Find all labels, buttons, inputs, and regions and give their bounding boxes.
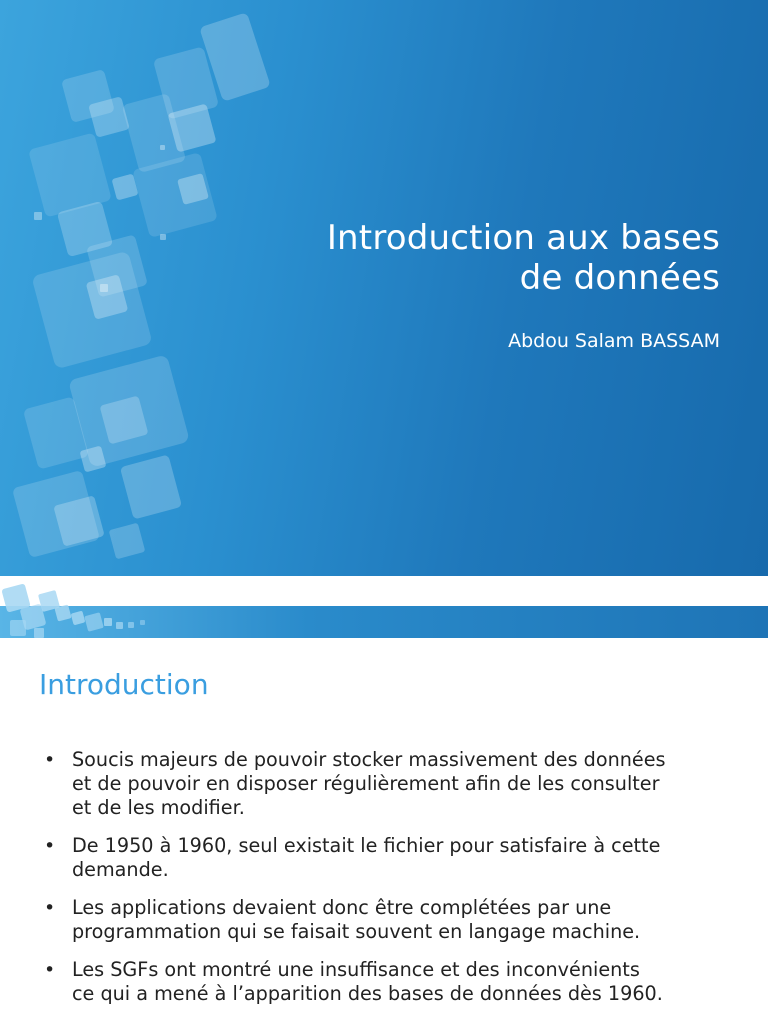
slide-title	[327, 218, 720, 298]
bullet-line: Les applications devaient donc être complétées par une	[72, 896, 612, 919]
bullet-line: Les SGFs ont montré une insuffisance et des inconvénients	[72, 958, 640, 981]
bullet-item	[44, 958, 744, 1006]
bullet-item	[44, 834, 744, 882]
bullet-line: De 1950 à 1960, seul existait le fichier pour satisfaire à cette	[72, 834, 661, 857]
decorative-squares	[0, 0, 300, 576]
slide-title-line: de données	[519, 258, 720, 298]
bullet-dot: •	[44, 897, 56, 919]
bullet-line: programmation qui se faisait souvent en langage machine.	[72, 920, 641, 943]
slide-heading: Introduction	[39, 668, 209, 701]
banner-decorative-squares	[0, 576, 170, 656]
bullet-line: demande.	[72, 858, 169, 881]
bullet-dot: •	[44, 835, 56, 857]
bullet-list	[44, 748, 744, 1020]
bullet-dot: •	[44, 959, 56, 981]
content-slide	[0, 576, 768, 1024]
bullet-line: ce qui a mené à l’apparition des bases de données dès 1960.	[72, 982, 663, 1005]
author-name: Abdou Salam BASSAM	[508, 330, 720, 352]
bullet-item	[44, 896, 744, 944]
bullet-dot: •	[44, 749, 56, 771]
slide-title-line: Introduction aux bases	[326, 218, 720, 258]
bullet-line: et de les modifier.	[72, 796, 245, 819]
bullet-line: et de pouvoir en disposer régulièrement afin de les consulter	[72, 772, 660, 795]
bullet-line: Soucis majeurs de pouvoir stocker massivement des données	[72, 748, 666, 771]
bullet-item	[44, 748, 744, 820]
